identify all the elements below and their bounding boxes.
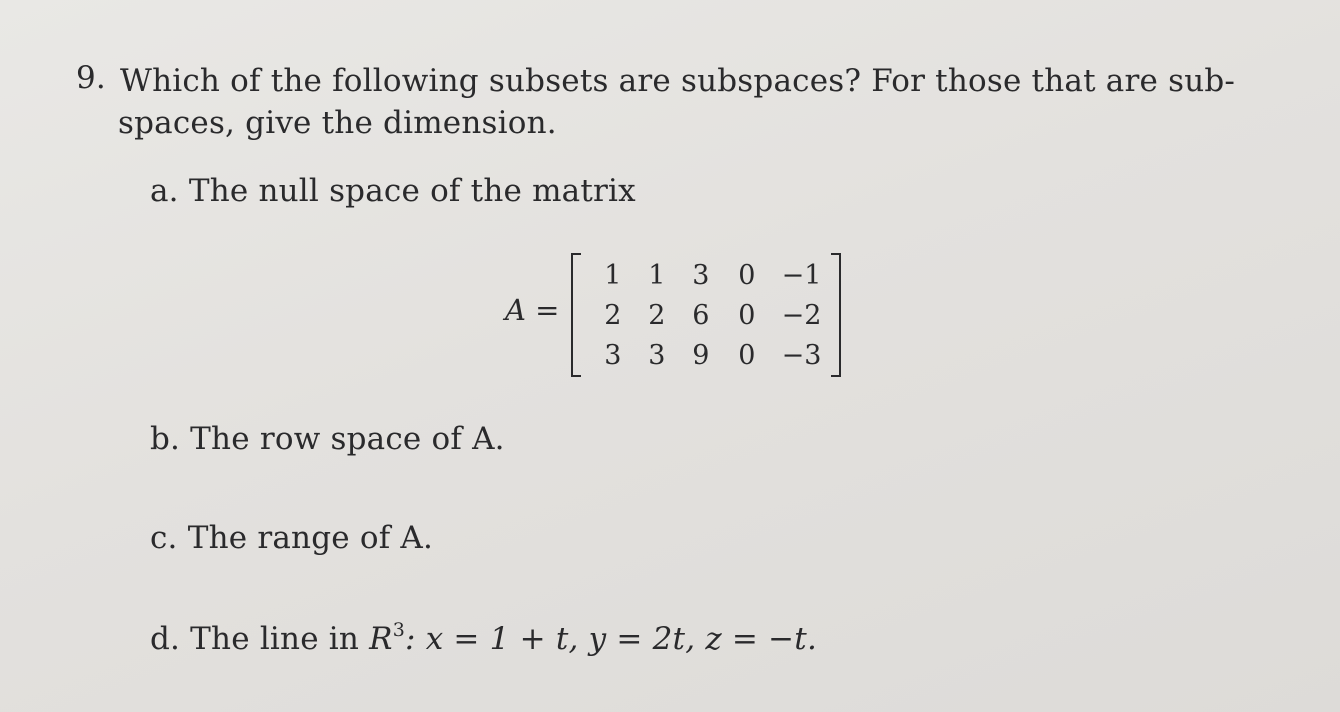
- matrix-cell: 2: [648, 299, 666, 331]
- part-d-label: d.: [150, 621, 181, 657]
- matrix-right-bracket: [831, 253, 841, 377]
- matrix-cell: 3: [692, 259, 710, 291]
- part-d: [150, 619, 818, 657]
- matrix-cell: 6: [692, 299, 710, 331]
- matrix-cell: 0: [738, 299, 756, 331]
- part-d-space: R: [369, 621, 393, 657]
- part-b-text: The row space of A.: [190, 421, 505, 457]
- matrix-cell: 3: [648, 339, 666, 371]
- matrix-cell: −1: [781, 259, 822, 291]
- matrix-cell: −3: [781, 339, 822, 371]
- matrix-lhs: A =: [505, 293, 560, 327]
- matrix-entries: [591, 255, 821, 375]
- part-a-label: a.: [150, 173, 179, 209]
- part-c-label: c.: [150, 520, 178, 556]
- question-number: 9.: [76, 60, 106, 96]
- matrix-cell: −2: [781, 299, 822, 331]
- part-d-equation: : x = 1 + t, y = 2t, z = −t.: [405, 621, 818, 657]
- part-a-text: The null space of the matrix: [188, 173, 636, 209]
- matrix-cell: 9: [692, 339, 710, 371]
- matrix-cell: 3: [604, 339, 622, 371]
- matrix-left-bracket: [571, 253, 581, 377]
- matrix-cell: 0: [738, 339, 756, 371]
- matrix-cell: 1: [648, 259, 666, 291]
- matrix-equation: [505, 250, 841, 380]
- matrix-cell: 1: [604, 259, 622, 291]
- part-c: [150, 520, 434, 556]
- part-b: [150, 421, 505, 457]
- part-a: [150, 173, 636, 209]
- part-b-label: b.: [150, 421, 181, 457]
- question-text-line-1: Which of the following subsets are subspaces? For those that are sub-: [120, 63, 1236, 99]
- question-text-line-2: spaces, give the dimension.: [118, 105, 557, 141]
- part-d-text: The line in: [190, 621, 360, 657]
- matrix-cell: 2: [604, 299, 622, 331]
- part-d-exponent: 3: [392, 619, 405, 641]
- part-c-text: The range of A.: [187, 520, 434, 556]
- matrix-cell: 0: [738, 259, 756, 291]
